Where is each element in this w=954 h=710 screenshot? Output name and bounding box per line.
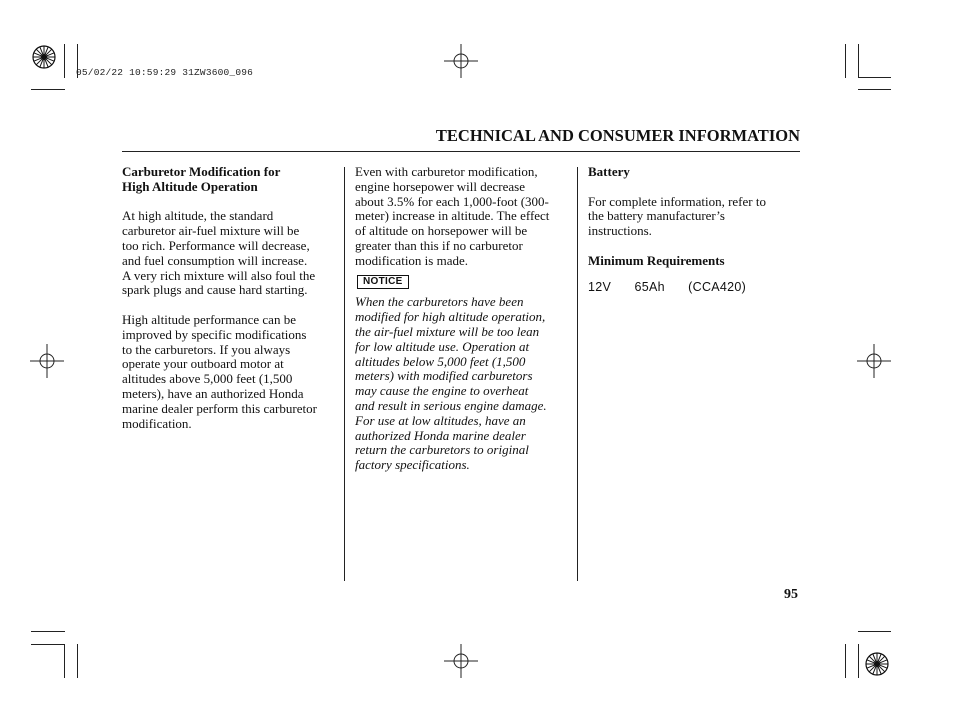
crop-mark-line [31, 644, 65, 645]
text-line: the air-fuel mixture will be too lean [355, 323, 540, 339]
text-line: may cause the engine to overheat [355, 383, 529, 399]
text-line: engine horsepower will decrease [355, 178, 526, 194]
text-line: For complete information, refer to [588, 193, 766, 209]
text-line: Even with carburetor modification, [355, 164, 538, 179]
text-line: return the carburetors to original [355, 442, 529, 458]
text-line: about 3.5% for each 1,000-foot (300- [355, 193, 549, 209]
text-line: altitudes below 5,000 feet (1,500 [355, 353, 526, 369]
text-line: carburetor air-fuel mixture will be [122, 223, 300, 239]
text-line: and fuel consumption will increase. [122, 252, 308, 268]
battery-spec: 12V 65Ah (CCA420) [588, 280, 747, 295]
section-title: TECHNICAL AND CONSUMER INFORMATION [435, 126, 800, 145]
text-line: modification. [122, 415, 192, 431]
crop-mark-line [77, 644, 78, 678]
starburst-registration-mark-icon [32, 45, 56, 69]
performance-paragraph [122, 313, 338, 431]
text-line: instructions. [588, 223, 652, 239]
crop-mark-line [64, 644, 65, 678]
crosshair-registration-mark-icon [444, 44, 478, 78]
text-line: factory specifications. [355, 457, 470, 473]
text-line: meters), have an authorized Honda [122, 385, 304, 401]
text-line: modified for high altitude operation, [355, 309, 546, 325]
page-number: 95 [784, 587, 798, 602]
text-line: improved by specific modifications [122, 326, 307, 342]
text-line: spark plugs and cause hard starting. [122, 282, 308, 298]
notice-badge: NOTICE [357, 275, 409, 289]
high-altitude-paragraph [122, 209, 338, 298]
header-rule [122, 151, 800, 152]
heading-line: Carburetor Modification for [122, 164, 281, 179]
heading-line: High Altitude Operation [122, 178, 258, 194]
crop-mark-line [31, 631, 65, 632]
print-timestamp: 05/02/22 10:59:29 31ZW3600_096 [76, 67, 254, 78]
crosshair-registration-mark-icon [857, 344, 891, 378]
crop-mark-line [858, 644, 859, 678]
crosshair-registration-mark-icon [444, 644, 478, 678]
crop-mark-line [845, 644, 846, 678]
text-line: to the carburetors. If you always [122, 341, 291, 357]
crop-mark-line [858, 631, 891, 632]
text-line: of altitude on horsepower will be [355, 223, 528, 239]
text-line: too rich. Performance will decrease, [122, 237, 310, 253]
crop-mark-line [845, 44, 846, 78]
starburst-registration-mark-icon [865, 652, 889, 676]
text-line: When the carburetors have been [355, 294, 524, 310]
crop-mark-line [31, 89, 65, 90]
text-line: and result in serious engine damage. [355, 397, 547, 413]
column-battery [588, 165, 800, 295]
horsepower-paragraph [355, 165, 571, 269]
crop-mark-line [858, 44, 859, 78]
crop-mark-line [858, 77, 891, 78]
text-line: High altitude performance can be [122, 311, 296, 327]
text-line: authorized Honda marine dealer [355, 427, 526, 443]
column-horsepower-notice [355, 165, 571, 488]
crop-mark-line [858, 89, 891, 90]
text-line: altitudes above 5,000 feet (1,500 [122, 371, 293, 387]
notice-text [355, 295, 571, 473]
carburetor-modification-heading [122, 165, 338, 195]
crosshair-registration-mark-icon [30, 344, 64, 378]
text-line: greater than this if no carburetor [355, 237, 523, 253]
text-line: meters) with modified carburetors [355, 368, 533, 384]
battery-paragraph [588, 195, 800, 239]
column-carburetor-modification [122, 165, 338, 446]
crop-mark-line [64, 44, 65, 78]
text-line: operate your outboard motor at [122, 356, 284, 372]
column-divider [344, 167, 345, 581]
text-line: marine dealer perform this carburetor [122, 400, 317, 416]
text-line: A very rich mixture will also foul the [122, 267, 316, 283]
text-line: meter) increase in altitude. The effect [355, 208, 550, 224]
text-line: At high altitude, the standard [122, 208, 274, 224]
battery-heading: Battery [588, 164, 630, 179]
text-line: For use at low altitudes, have an [355, 412, 526, 428]
text-line: for low altitude use. Operation at [355, 338, 530, 354]
column-divider [577, 167, 578, 581]
text-line: modification is made. [355, 252, 469, 268]
minimum-requirements-heading: Minimum Requirements [588, 252, 725, 268]
text-line: the battery manufacturer’s [588, 208, 725, 224]
